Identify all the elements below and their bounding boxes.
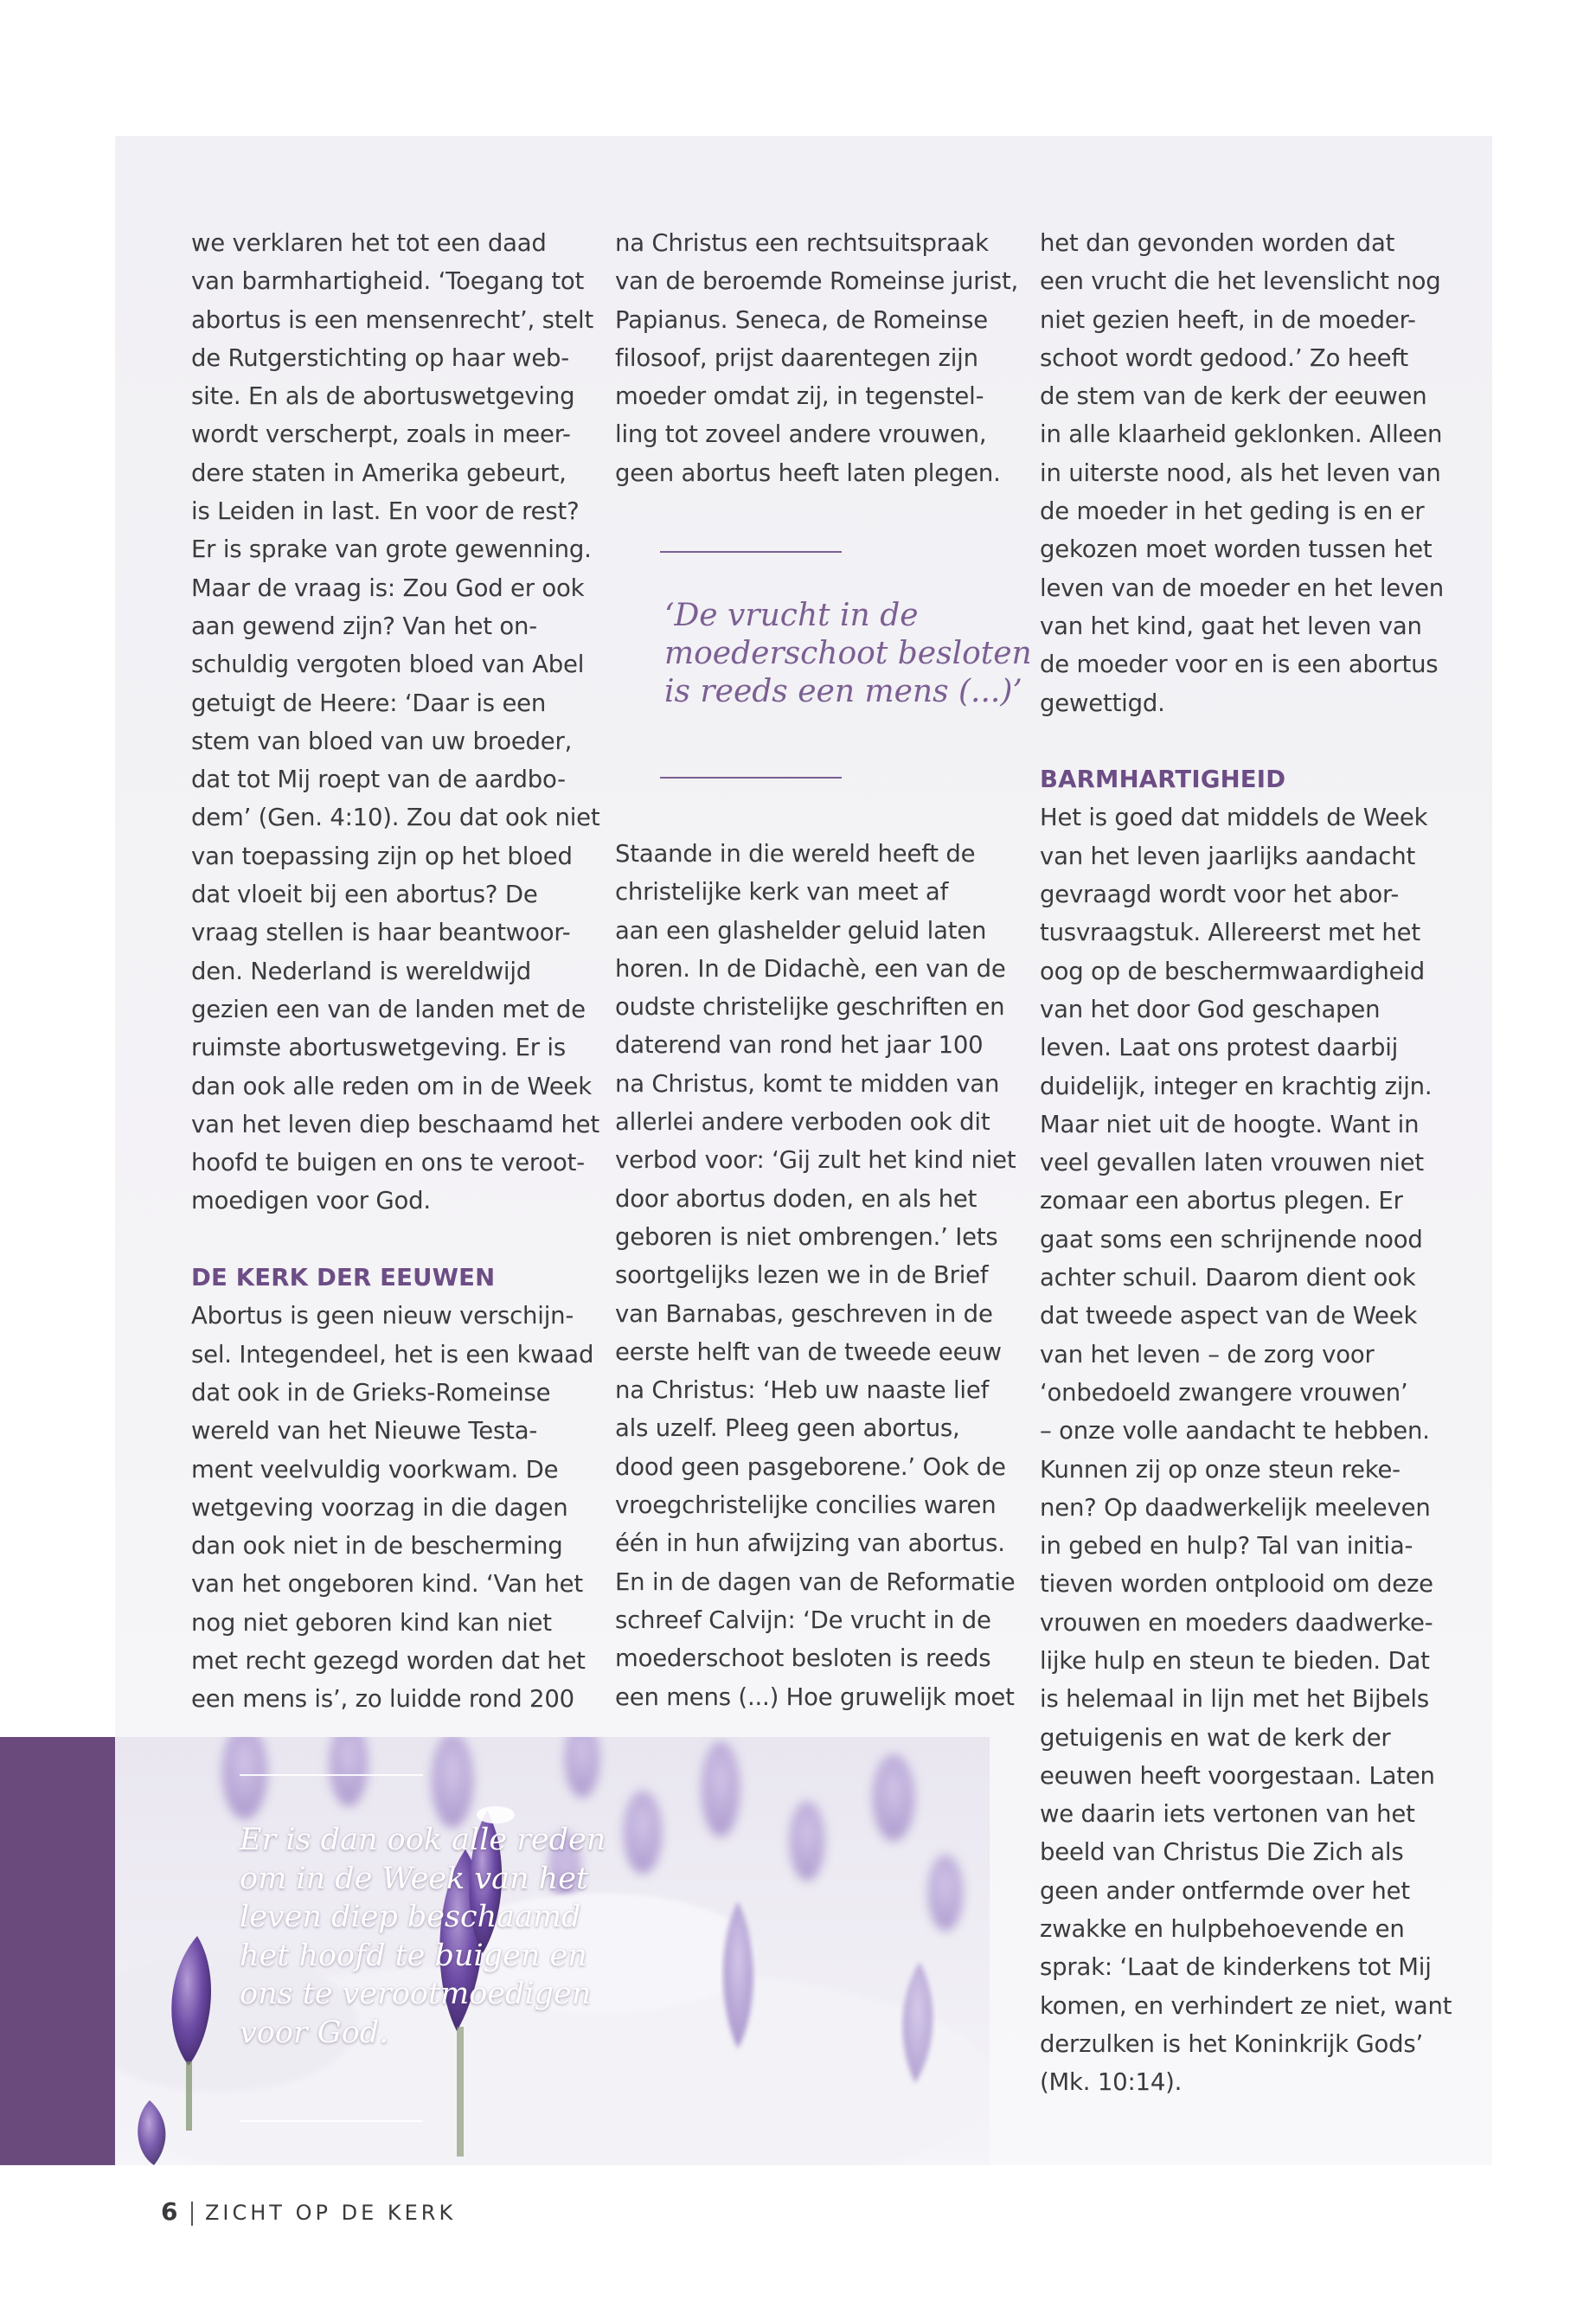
- text-line: ling tot zoveel andere vrouwen,: [615, 420, 987, 449]
- text-line: gezien een van de landen met de: [191, 995, 586, 1023]
- text-line: duidelijk, integer en krachtig zijn.: [1040, 1072, 1433, 1100]
- text-line: dood geen pasgeborene.’ Ook de: [615, 1452, 1006, 1481]
- text-line: verbod voor: ‘Gij zult het kind niet: [615, 1146, 1016, 1175]
- text-line: van het kind, gaat het leven van: [1040, 612, 1422, 640]
- pull-quote-bottom-rule: [660, 777, 842, 779]
- text-line: filosoof, prijst daarentegen zijn: [615, 343, 978, 372]
- text-line: is helemaal in lijn met het Bijbels: [1040, 1685, 1429, 1714]
- text-line: een vrucht die het levenslicht nog: [1040, 267, 1441, 296]
- photo-quote-line: Er is dan ook alle reden: [240, 1823, 606, 1857]
- text-line: horen. In de Didachè, een van de: [615, 954, 1006, 983]
- pull-quote-line: ‘De vrucht in de: [664, 598, 919, 633]
- text-line: christelijke kerk van meet af: [615, 878, 949, 907]
- text-line: de moeder in het geding is en er: [1040, 497, 1425, 526]
- text-line: dere staten in Amerika gebeurt,: [191, 458, 567, 487]
- text-line: van het leven – de zorg voor: [1040, 1340, 1375, 1368]
- text-line: ruimste abortuswetgeving. Er is: [191, 1034, 566, 1062]
- section-heading-kerk-der-eeuwen: DE KERK DER EEUWEN: [191, 1264, 496, 1292]
- text-line: gekozen moet worden tussen het: [1040, 535, 1433, 564]
- text-line: van het door God geschapen: [1040, 995, 1381, 1023]
- text-line: in alle klaarheid geklonken. Alleen: [1040, 420, 1443, 449]
- text-line: zomaar een abortus plegen. Er: [1040, 1187, 1403, 1215]
- text-line: daterend van rond het jaar 100: [615, 1031, 984, 1060]
- text-line: getuigenis en wat de kerk der: [1040, 1723, 1391, 1752]
- text-line: na Christus: ‘Heb uw naaste lief: [615, 1376, 990, 1405]
- text-line: de moeder voor en is een abortus: [1040, 651, 1439, 679]
- article-column-1: [191, 224, 600, 1719]
- text-line: nen? Op daadwerkelijk meeleven: [1040, 1493, 1431, 1522]
- text-line: we daarin iets vertonen van het: [1040, 1800, 1415, 1829]
- text-line: van de beroemde Romeinse jurist,: [615, 267, 1019, 296]
- text-line: leven. Laat ons protest daarbij: [1040, 1034, 1399, 1062]
- text-line: vraag stellen is haar beantwoor-: [191, 919, 571, 947]
- text-line: En in de dagen van de Reformatie: [615, 1567, 1016, 1596]
- text-line: sel. Integendeel, het is een kwaad: [191, 1340, 594, 1368]
- text-line: gevraagd wordt voor het abor-: [1040, 881, 1400, 909]
- text-line: wereld van het Nieuwe Testa-: [191, 1417, 538, 1445]
- text-line: dat vloeit bij een abortus? De: [191, 881, 538, 909]
- text-line: van het leven diep beschaamd het: [191, 1110, 599, 1138]
- article-column-3: [1040, 224, 1452, 2102]
- text-line: derzulken is het Koninkrijk Gods’: [1040, 2029, 1424, 2058]
- text-line: Er is sprake van grote gewenning.: [191, 535, 592, 564]
- text-line: na Christus, komt te midden van: [615, 1069, 1000, 1098]
- text-line: site. En als de abortuswetgeving: [191, 382, 575, 411]
- text-line: tieven worden ontplooid om deze: [1040, 1570, 1433, 1599]
- article-column-2-top: [615, 224, 1019, 492]
- text-line: tusvraagstuk. Allereerst met het: [1040, 919, 1420, 947]
- text-line: van het ongeboren kind. ‘Van het: [191, 1570, 583, 1599]
- text-line: geen ander ontfermde over het: [1040, 1876, 1410, 1905]
- text-line: soortgelijks lezen we in de Brief: [615, 1261, 989, 1290]
- text-line: als uzelf. Pleeg geen abortus,: [615, 1414, 960, 1443]
- text-line: eeuwen heeft voorgestaan. Laten: [1040, 1761, 1435, 1790]
- text-line: dat tot Mij roept van de aardbo-: [191, 766, 566, 794]
- text-line: door abortus doden, en als het: [615, 1184, 977, 1213]
- text-line: gaat soms een schrijnende nood: [1040, 1225, 1423, 1253]
- footer-divider: [191, 2202, 193, 2226]
- photo-quote-bottom-rule: [240, 2120, 423, 2122]
- page-footer: [161, 2197, 456, 2226]
- photo-quote-line: om in de Week van het: [240, 1861, 588, 1896]
- text-line: Maar de vraag is: Zou God er ook: [191, 574, 585, 602]
- text-line: Staande in die wereld heeft de: [615, 840, 976, 868]
- text-line: dan ook niet in de bescherming: [191, 1532, 563, 1561]
- text-line: van barmhartigheid. ‘Toegang tot: [191, 267, 585, 296]
- photo-quote-line: het hoofd te buigen en: [240, 1938, 587, 1973]
- text-line: aan een glashelder geluid laten: [615, 916, 987, 945]
- text-line: veel gevallen laten vrouwen niet: [1040, 1149, 1424, 1177]
- text-line: moederschoot besloten is reeds: [615, 1644, 991, 1673]
- text-line: schuldig vergoten bloed van Abel: [191, 651, 585, 679]
- text-line: hoofd te buigen en ons te veroot-: [191, 1149, 585, 1177]
- text-line: den. Nederland is wereldwijd: [191, 957, 532, 985]
- text-line: lijke hulp en steun te bieden. Dat: [1040, 1646, 1430, 1675]
- text-line: na Christus een rechtsuitspraak: [615, 229, 989, 257]
- text-line: Papianus. Seneca, de Romeinse: [615, 305, 989, 334]
- text-line: Abortus is geen nieuw verschijn-: [191, 1302, 574, 1330]
- text-line: dat ook in de Grieks-Romeinse: [191, 1378, 551, 1407]
- text-line: wordt verscherpt, zoals in meer-: [191, 420, 571, 449]
- text-line: dem’ (Gen. 4:10). Zou dat ook niet: [191, 804, 600, 832]
- text-line: we verklaren het tot een daad: [191, 229, 547, 257]
- text-line: in gebed en hulp? Tal van initia-: [1040, 1532, 1413, 1561]
- text-line: Kunnen zij op onze steun reke-: [1040, 1455, 1401, 1484]
- text-line: aan gewend zijn? Van het on-: [191, 612, 537, 640]
- text-line: is Leiden in last. En voor de rest?: [191, 497, 580, 526]
- text-line: ‘onbedoeld zwangere vrouwen’: [1040, 1378, 1408, 1407]
- text-line: sprak: ‘Laat de kinderkens tot Mij: [1040, 1953, 1432, 1982]
- photo-quote-top-rule: [240, 1774, 423, 1776]
- text-line: nog niet geboren kind kan niet: [191, 1608, 552, 1637]
- text-line: oudste christelijke geschriften en: [615, 993, 1005, 1022]
- text-line: met recht gezegd worden dat het: [191, 1646, 586, 1675]
- section-heading-barmhartigheid: BARMHARTIGHEID: [1040, 766, 1286, 794]
- article-column-2-bottom: [615, 835, 1016, 1716]
- text-line: stem van bloed van uw broeder,: [191, 727, 573, 755]
- text-line: beeld van Christus Die Zich als: [1040, 1838, 1404, 1867]
- text-line: van toepassing zijn op het bloed: [191, 842, 573, 870]
- text-line: abortus is een mensenrecht’, stelt: [191, 305, 594, 334]
- text-line: moeder omdat zij, in tegenstel-: [615, 382, 984, 411]
- photo-quote-line: leven diep beschaamd: [240, 1900, 581, 1934]
- text-line: van het leven jaarlijks aandacht: [1040, 842, 1416, 870]
- magazine-name: ZICHT OP DE KERK: [204, 2201, 457, 2225]
- text-line: dan ook alle reden om in de Week: [191, 1072, 592, 1100]
- text-line: in uiterste nood, als het leven van: [1040, 458, 1441, 487]
- text-line: vroegchristelijke concilies waren: [615, 1491, 997, 1520]
- text-line: geen abortus heeft laten plegen.: [615, 458, 1001, 487]
- purple-side-bar: [0, 1737, 115, 2165]
- text-line: vrouwen en moeders daadwerke-: [1040, 1608, 1433, 1637]
- text-line: leven van de moeder en het leven: [1040, 574, 1445, 602]
- text-line: Maar niet uit de hoogte. Want in: [1040, 1110, 1420, 1138]
- photo-quote-line: ons te verootmoedigen: [240, 1977, 592, 2011]
- text-line: wetgeving voorzag in die dagen: [191, 1493, 568, 1522]
- text-line: moedigen voor God.: [191, 1187, 431, 1215]
- text-line: schreef Calvijn: ‘De vrucht in de: [615, 1606, 991, 1634]
- text-line: getuigt de Heere: ‘Daar is een: [191, 689, 547, 717]
- text-line: schoot wordt gedood.’ Zo heeft: [1040, 343, 1408, 372]
- text-line: ment veelvuldig voorkwam. De: [191, 1455, 559, 1484]
- text-line: allerlei andere verboden ook dit: [615, 1108, 990, 1137]
- text-line: komen, en verhindert ze niet, want: [1040, 1991, 1452, 2020]
- text-line: de Rutgerstichting op haar web-: [191, 343, 570, 372]
- page-number: 6: [161, 2197, 178, 2226]
- text-line: één in hun afwijzing van abortus.: [615, 1529, 1005, 1558]
- text-line: dat tweede aspect van de Week: [1040, 1302, 1418, 1330]
- pull-quote: [664, 597, 1032, 711]
- text-line: gewettigd.: [1040, 689, 1165, 717]
- pull-quote-top-rule: [660, 551, 842, 553]
- text-line: een mens (...) Hoe gruwelijk moet: [615, 1682, 1015, 1711]
- text-line: een mens is’, zo luidde rond 200: [191, 1685, 574, 1714]
- text-line: geboren is niet ombrengen.’ Iets: [615, 1222, 998, 1251]
- text-line: zwakke en hulpbehoevende en: [1040, 1915, 1405, 1944]
- text-line: oog op de beschermwaardigheid: [1040, 957, 1425, 985]
- photo-pull-quote: [240, 1821, 606, 2052]
- text-line: Het is goed dat middels de Week: [1040, 804, 1428, 832]
- text-line: de stem van de kerk der eeuwen: [1040, 382, 1427, 411]
- text-line: (Mk. 10:14).: [1040, 2068, 1183, 2097]
- text-line: niet gezien heeft, in de moeder-: [1040, 305, 1416, 334]
- text-line: eerste helft van de tweede eeuw: [615, 1337, 1002, 1366]
- text-line: het dan gevonden worden dat: [1040, 229, 1395, 257]
- text-line: – onze volle aandacht te hebben.: [1040, 1417, 1430, 1445]
- photo-quote-line: voor God.: [240, 2015, 389, 2050]
- pull-quote-line: moederschoot besloten: [664, 636, 1032, 671]
- text-line: van Barnabas, geschreven in de: [615, 1299, 993, 1328]
- text-line: achter schuil. Daarom dient ook: [1040, 1264, 1416, 1292]
- pull-quote-line: is reeds een mens (...)’: [664, 674, 1022, 709]
